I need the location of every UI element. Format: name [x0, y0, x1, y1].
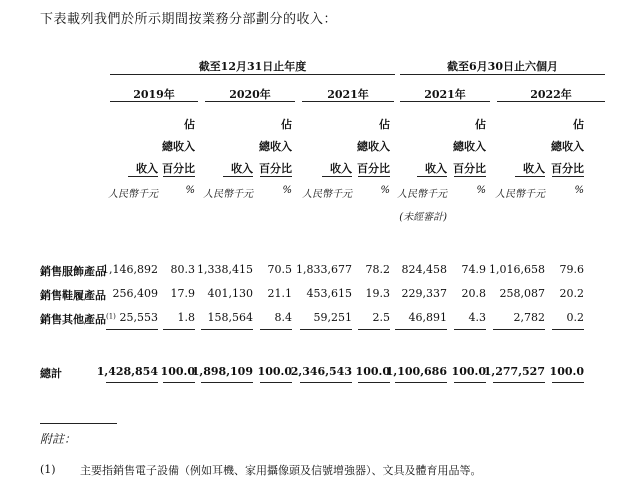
percent-value: 80.3: [170, 263, 195, 276]
subheader-rule-pct: [552, 176, 584, 177]
total-percent-value: 100.0: [549, 365, 584, 378]
pct-header-line1: 佔: [184, 118, 195, 131]
subtotal-rule-pct: [358, 329, 390, 330]
percent-value: 8.4: [274, 311, 292, 324]
year-rule: [400, 101, 490, 102]
total-revenue-value: 1,898,109: [191, 365, 253, 378]
total-rule-revenue: [395, 382, 447, 383]
percent-value: 20.2: [559, 287, 584, 300]
unit-percent: %: [282, 185, 292, 196]
six-month-period-header: 截至6月30日止六個月: [447, 60, 558, 73]
pct-header-line3: 百分比: [551, 162, 584, 175]
total-label: 總計: [40, 367, 62, 380]
total-rule-revenue: [106, 382, 158, 383]
note-text: 主要指銷售電子設備（例如耳機、家用攝像頭及信號增強器）、文具及體育用品等。: [80, 464, 482, 477]
subheader-rule-revenue: [515, 176, 545, 177]
total-percent-value: 100.0: [160, 365, 195, 378]
revenue-value: 229,337: [401, 287, 447, 300]
revenue-value: 401,130: [207, 287, 253, 300]
unit-rmb: 人民幣千元: [302, 189, 352, 200]
row-label-text: 銷售其他產品: [40, 313, 106, 326]
subheader-rule-pct: [454, 176, 486, 177]
year-rule: [205, 101, 295, 102]
pct-header-line2: 總收入: [453, 140, 486, 153]
revenue-header: 收入: [523, 162, 545, 175]
row-label-text: 銷售服飾產品: [40, 265, 106, 278]
percent-value: 79.6: [559, 263, 584, 276]
total-rule-pct: [260, 382, 292, 383]
revenue-value: 46,891: [408, 311, 447, 324]
subtotal-rule-revenue: [106, 329, 158, 330]
revenue-value: 453,615: [306, 287, 352, 300]
revenue-value: 1,016,658: [489, 263, 545, 276]
total-percent-value: 100.0: [355, 365, 390, 378]
unaudited-label: (未經審計): [399, 212, 447, 223]
total-revenue-value: 1,277,527: [483, 365, 545, 378]
total-rule-revenue: [300, 382, 352, 383]
year-header: 2022年: [530, 88, 572, 101]
pct-header-line1: 佔: [379, 118, 390, 131]
annual-period-header: 截至12月31日止年度: [198, 60, 307, 73]
total-rule-pct: [454, 382, 486, 383]
total-percent-value: 100.0: [257, 365, 292, 378]
year-rule: [110, 101, 198, 102]
unit-percent: %: [380, 185, 390, 196]
pct-header-line3: 百分比: [357, 162, 390, 175]
intro-text: 下表載列我們於所示期間按業務分部劃分的收入：: [40, 12, 338, 27]
unit-percent: %: [185, 185, 195, 196]
year-header: 2019年: [133, 88, 175, 101]
unit-rmb: 人民幣千元: [108, 189, 158, 200]
unit-rmb: 人民幣千元: [203, 189, 253, 200]
pct-header-line1: 佔: [281, 118, 292, 131]
notes-title: 附註：: [40, 432, 77, 446]
revenue-value: 158,564: [207, 311, 253, 324]
subheader-rule-revenue: [322, 176, 352, 177]
revenue-value: 256,409: [112, 287, 158, 300]
unit-percent: %: [476, 185, 486, 196]
percent-value: 70.5: [267, 263, 292, 276]
percent-value: 78.2: [365, 263, 390, 276]
subtotal-rule-revenue: [300, 329, 352, 330]
revenue-header: 收入: [136, 162, 158, 175]
subheader-rule-revenue: [128, 176, 158, 177]
subtotal-rule-pct: [552, 329, 584, 330]
subheader-rule-revenue: [223, 176, 253, 177]
pct-header-line1: 佔: [475, 118, 486, 131]
percent-value: 17.9: [170, 287, 195, 300]
subtotal-rule-pct: [260, 329, 292, 330]
row-note-marker: (1): [106, 312, 116, 321]
percent-value: 74.9: [461, 263, 486, 276]
year-header: 2020年: [229, 88, 271, 101]
revenue-header: 收入: [425, 162, 447, 175]
subtotal-rule-pct: [163, 329, 195, 330]
pct-header-line1: 佔: [573, 118, 584, 131]
subtotal-rule-pct: [454, 329, 486, 330]
six-month-period-rule: [400, 74, 605, 75]
percent-value: 21.1: [267, 287, 292, 300]
year-header: 2021年: [424, 88, 466, 101]
pct-header-line3: 百分比: [162, 162, 195, 175]
year-rule: [497, 101, 605, 102]
subtotal-rule-revenue: [493, 329, 545, 330]
subheader-rule-pct: [358, 176, 390, 177]
total-rule-pct: [552, 382, 584, 383]
subtotal-rule-revenue: [201, 329, 253, 330]
revenue-value: 1,146,892: [102, 263, 158, 276]
total-rule-revenue: [493, 382, 545, 383]
subtotal-rule-revenue: [395, 329, 447, 330]
annual-period-rule: [110, 74, 395, 75]
total-rule-pct: [163, 382, 195, 383]
year-header: 2021年: [327, 88, 369, 101]
total-rule-revenue: [201, 382, 253, 383]
percent-value: 0.2: [566, 311, 584, 324]
revenue-value: 258,087: [499, 287, 545, 300]
revenue-value: 25,553: [119, 311, 158, 324]
percent-value: 1.8: [177, 311, 195, 324]
pct-header-line3: 百分比: [259, 162, 292, 175]
unit-rmb: 人民幣千元: [397, 189, 447, 200]
subheader-rule-revenue: [417, 176, 447, 177]
revenue-value: 1,338,415: [197, 263, 253, 276]
pct-header-line2: 總收入: [162, 140, 195, 153]
total-revenue-value: 2,346,543: [290, 365, 352, 378]
notes-divider: [40, 423, 117, 424]
pct-header-line2: 總收入: [259, 140, 292, 153]
unit-rmb: 人民幣千元: [495, 189, 545, 200]
percent-value: 4.3: [468, 311, 486, 324]
total-percent-value: 100.0: [451, 365, 486, 378]
subheader-rule-pct: [163, 176, 195, 177]
percent-value: 19.3: [365, 287, 390, 300]
revenue-header: 收入: [330, 162, 352, 175]
total-rule-pct: [358, 382, 390, 383]
unit-percent: %: [574, 185, 584, 196]
note-marker: (1): [40, 463, 56, 476]
pct-header-line2: 總收入: [357, 140, 390, 153]
pct-header-line3: 百分比: [453, 162, 486, 175]
total-revenue-value: 1,428,854: [96, 365, 158, 378]
revenue-value: 824,458: [401, 263, 447, 276]
percent-value: 2.5: [372, 311, 390, 324]
revenue-header: 收入: [231, 162, 253, 175]
revenue-value: 2,782: [513, 311, 545, 324]
percent-value: 20.8: [461, 287, 486, 300]
pct-header-line2: 總收入: [551, 140, 584, 153]
year-rule: [302, 101, 394, 102]
total-revenue-value: 1,100,686: [385, 365, 447, 378]
revenue-value: 59,251: [313, 311, 352, 324]
revenue-value: 1,833,677: [296, 263, 352, 276]
row-label-text: 銷售鞋履產品: [40, 289, 106, 302]
subheader-rule-pct: [260, 176, 292, 177]
